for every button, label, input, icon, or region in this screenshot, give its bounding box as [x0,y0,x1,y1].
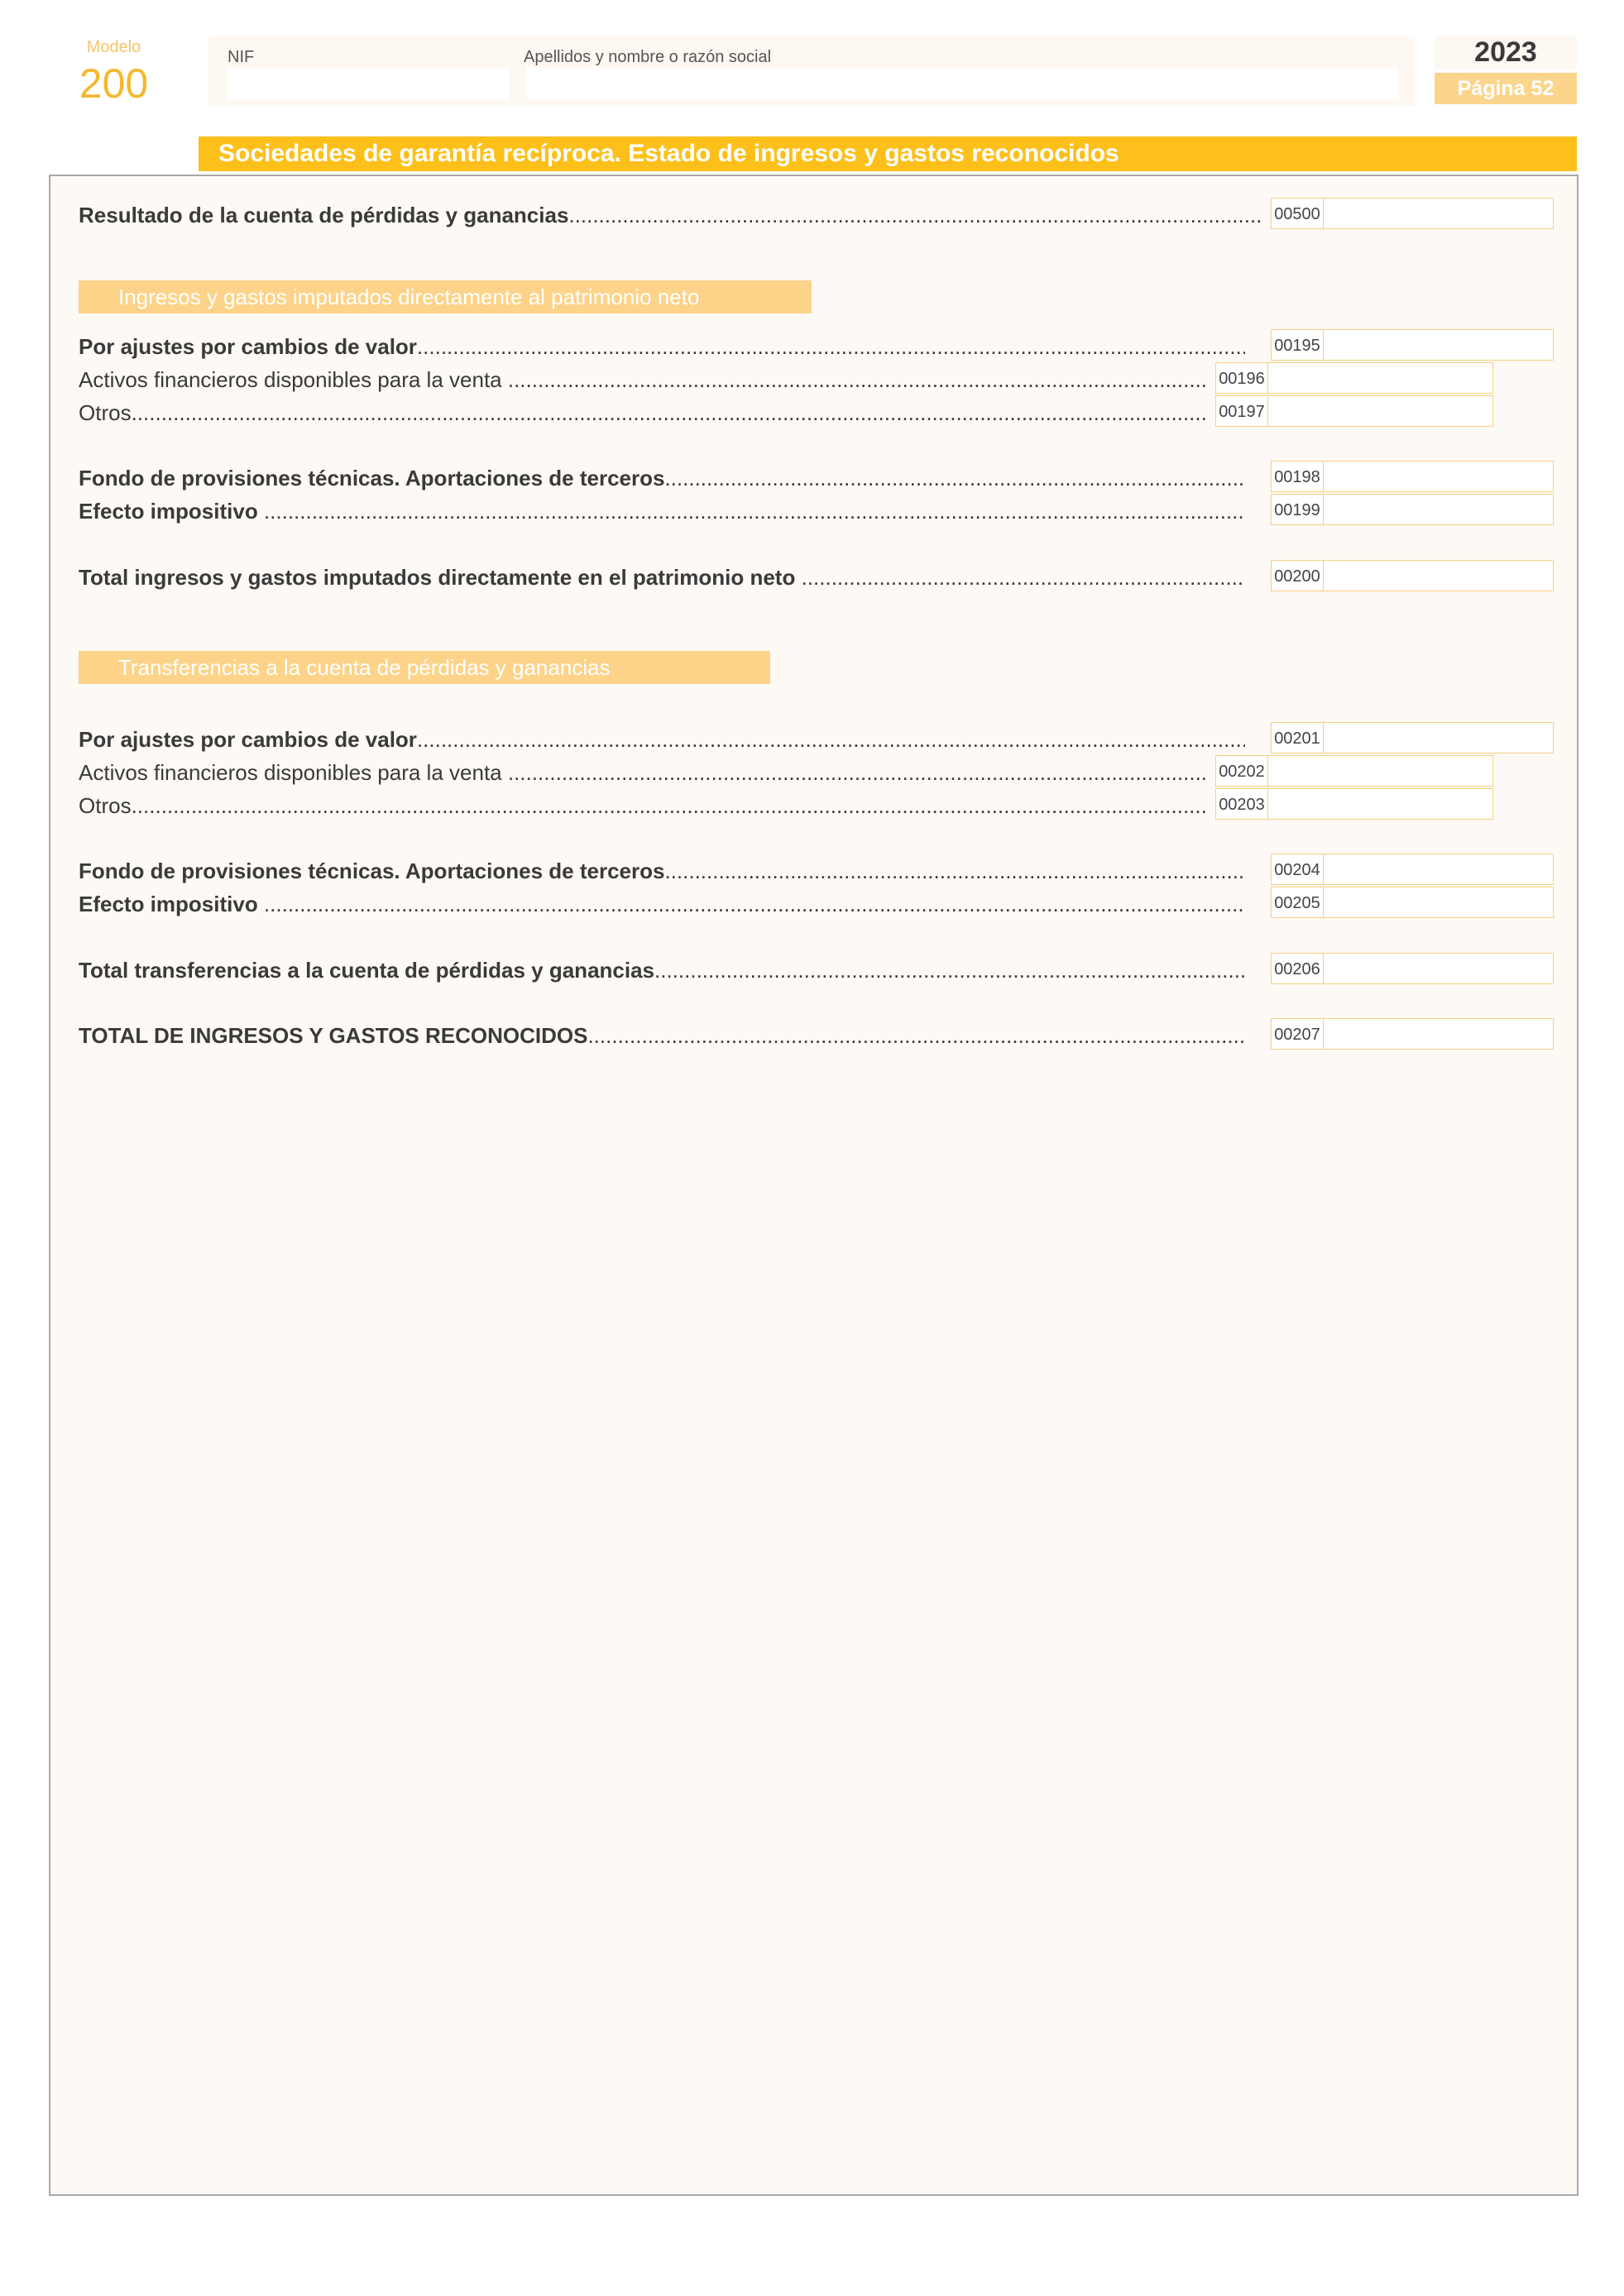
code-box-00199: 00199 [1271,494,1324,525]
row-label-00500: Resultado de la cuenta de pérdidas y ganancias ..... [79,200,1263,230]
year: 2023 [1474,36,1537,68]
value-input-00195[interactable] [1324,329,1554,361]
row-label-00200: Total ingresos y gastos imputados directamente en el patrimonio neto ..... [79,562,1245,592]
row-label-00199: Efecto impositivo ..... [79,496,1245,526]
nif-input[interactable] [228,68,509,99]
value-input-00203[interactable] [1268,788,1493,820]
value-input-00202[interactable] [1268,755,1493,787]
code-box-00205: 00205 [1271,887,1324,918]
code-box-00198: 00198 [1271,461,1324,492]
value-input-00204[interactable] [1324,854,1554,885]
code-box-00206: 00206 [1271,953,1324,984]
nif-label: NIF [228,48,255,66]
value-input-00200[interactable] [1324,560,1554,591]
section-title: Sociedades de garantía recíproca. Estado de ingresos y gastos reconocidos [218,140,1119,167]
value-input-00198[interactable] [1324,461,1554,492]
modelo-number: 200 [79,60,149,107]
row-label-00204: Fondo de provisiones técnicas. Aportaciones de terceros ..... [79,856,1245,886]
code-box-00500: 00500 [1271,198,1324,229]
code-box-00201: 00201 [1271,722,1324,753]
row-label-00202: Activos financieros disponibles para la venta ..... [79,758,1205,787]
code-box-00200: 00200 [1271,560,1324,591]
value-input-00207[interactable] [1324,1018,1554,1050]
name-input[interactable] [526,68,1398,99]
value-input-00201[interactable] [1324,722,1554,753]
code-box-00204: 00204 [1271,854,1324,885]
value-input-00196[interactable] [1268,362,1493,394]
code-box-00196: 00196 [1215,362,1268,394]
modelo-label: Modelo [86,38,141,56]
row-label-00195: Por ajustes por cambios de valor ..... [79,332,1245,361]
code-box-00202: 00202 [1215,755,1268,787]
code-box-00197: 00197 [1215,395,1268,427]
row-label-00197: Otros ..... [79,398,1205,428]
value-input-00197[interactable] [1268,395,1493,427]
value-input-00206[interactable] [1324,953,1554,984]
code-box-00203: 00203 [1215,788,1268,820]
row-label-00196: Activos financieros disponibles para la venta ..... [79,365,1205,395]
value-input-00500[interactable] [1324,198,1554,229]
subheader-transferencias: Transferencias a la cuenta de pérdidas y ganancias [79,651,770,684]
row-label-00201: Por ajustes por cambios de valor ..... [79,725,1245,754]
value-input-00205[interactable] [1324,887,1554,918]
subheader-ingresos-gastos: Ingresos y gastos imputados directamente al patrimonio neto [79,280,812,313]
code-box-00207: 00207 [1271,1018,1324,1050]
row-label-00198: Fondo de provisiones técnicas. Aportaciones de terceros ..... [79,463,1245,493]
row-label-00206: Total transferencias a la cuenta de pérdidas y ganancias ..... [79,955,1245,985]
code-box-00195: 00195 [1271,329,1324,361]
value-input-00199[interactable] [1324,494,1554,525]
name-label: Apellidos y nombre o razón social [524,48,772,66]
page-number-badge: Página 52 [1435,73,1577,104]
row-label-00207: TOTAL DE INGRESOS Y GASTOS RECONOCIDOS ..... [79,1021,1245,1050]
row-label-00203: Otros ..... [79,791,1205,820]
row-label-00205: Efecto impositivo ..... [79,889,1245,919]
